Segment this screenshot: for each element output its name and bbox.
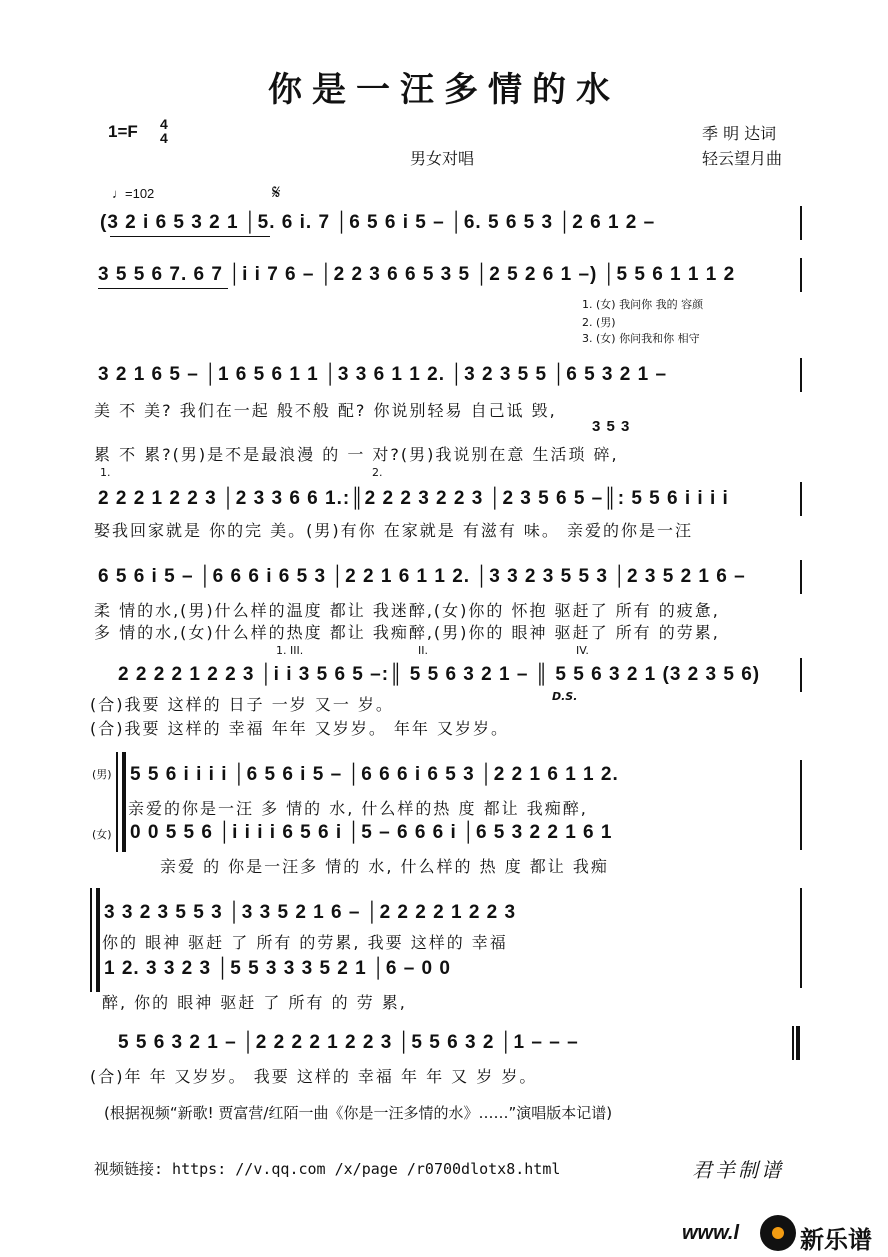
lyric-verse-2-label: 2. (男) xyxy=(582,316,616,329)
notation-row-5: 6 5 6 i 5 – │6 6 6 i 6 5 3 │2 2 1 6 1 1 2. │3 3 2 3 5 5 3 │2 3 5 2 1 6 – xyxy=(98,566,746,587)
system-barline xyxy=(96,888,100,992)
tempo-marking: ♩=102 xyxy=(112,186,155,201)
lyric-verse-3-label: 3. (女) 你问我和你 相守 xyxy=(582,332,700,345)
lyric-verse-1-label: 1. (女) 我问你 我的 容颜 xyxy=(582,298,704,311)
time-signature xyxy=(160,117,168,145)
barline xyxy=(800,482,802,516)
lyric-line: 多 情的水,(女)什么样的热度 都让 我痴醉,(男)你的 眼神 驱赶了 所有 的劳累, xyxy=(94,623,720,642)
barline xyxy=(800,560,802,594)
segno-sign: 𝄋 xyxy=(272,180,281,204)
time-denominator: 4 xyxy=(160,130,168,146)
notation-row-7: 5 5 6 i i i i │6 5 6 i 5 – │6 6 6 i 6 5 3 │2 2 1 6 1 1 2. xyxy=(130,764,619,785)
system-bracket xyxy=(90,888,92,992)
time-numerator: 4 xyxy=(160,116,168,132)
male-part-label: (男) xyxy=(92,768,112,781)
volta-4: II. xyxy=(418,644,428,657)
song-title: 你是一汪多情的水 xyxy=(268,70,620,110)
female-part-label: (女) xyxy=(92,828,112,841)
notation-row-6: 2 2 2 2 1 2 2 3 │i i 3 5 6 5 –:║ 5 5 6 3 2 1 – ║ 5 5 6 3 2 1 (3 2 3 5 6) xyxy=(118,664,761,685)
lyric-line: (合)我要 这样的 日子 一岁 又一 岁。 xyxy=(90,695,394,714)
key-signature: 1=F xyxy=(108,122,138,141)
lyric-line: 醉, 你的 眼神 驱赶 了 所有 的 劳 累, xyxy=(102,993,407,1012)
notation-row-3: 3 2 1 6 5 – │1 6 5 6 1 1 │3 3 6 1 1 2. │3 2 3 5 5 │6 5 3 2 1 – xyxy=(98,364,668,385)
barline xyxy=(800,760,802,850)
barline xyxy=(800,206,802,240)
composer: 轻云望月曲 xyxy=(702,149,783,168)
notation-row-10: 1 2. 3 3 2 3 │5 5 3 3 3 5 2 1 │6 – 0 0 xyxy=(104,958,451,979)
site-brand[interactable]: 新乐谱 xyxy=(800,1227,872,1254)
notation-row-2: 3 5 5 6 7. 6 7 │i i 7 6 – │2 2 3 6 6 5 3 5 │2 5 2 6 1 –) │5 5 6 1 1 1 2 xyxy=(98,264,736,285)
lyric-line: 美 不 美? 我们在一起 般不般 配? 你说别轻易 自己诋 毁, xyxy=(94,401,557,420)
barline xyxy=(800,658,802,692)
video-link[interactable]: 视频链接: https: //v.qq.com /x/page /r0700dlotx8.html xyxy=(94,1160,561,1178)
notation-row-4: 2 2 2 1 2 2 3 │2 3 3 6 6 1.:║2 2 2 3 2 2 3 │2 3 5 6 5 –║: 5 5 6 i i i i xyxy=(98,488,729,509)
lyric-line: 亲爱的你是一汪 多 情的 水, 什么样的热 度 都让 我痴醉, xyxy=(128,799,588,818)
barline xyxy=(800,258,802,292)
transcription-note: (根据视频“新歌! 贾富营/红陌一曲《你是一汪多情的水》……”演唱版本记谱) xyxy=(104,1104,613,1122)
notation-row-9: 3 3 2 3 5 5 3 │3 3 5 2 1 6 – │2 2 2 2 1 2 2 3 xyxy=(104,902,517,923)
barline xyxy=(800,888,802,988)
volta-5: IV. xyxy=(576,644,589,657)
notation-row-11: 5 5 6 3 2 1 – │2 2 2 2 1 2 2 3 │5 5 6 3 2 │1 – – – xyxy=(118,1032,579,1053)
transcriber-signature: 君羊制谱 xyxy=(692,1158,784,1182)
beat-underline xyxy=(98,288,228,289)
barline xyxy=(800,358,802,392)
site-url[interactable]: www.l xyxy=(682,1222,740,1244)
volta-2: 2. xyxy=(372,466,383,479)
lyric-line: 娶我回家就是 你的完 美。(男)有你 在家就是 有滋有 味。 亲爱的你是一汪 xyxy=(94,521,694,540)
lyric-line: (合)年 年 又岁岁。 我要 这样的 幸福 年 年 又 岁 岁。 xyxy=(90,1067,538,1086)
final-barline-thick xyxy=(796,1026,800,1060)
lyric-line: 累 不 累?(男)是不是最浪漫 的 一 对?(男)我说别在意 生活琐 碎, xyxy=(94,445,619,464)
volta-3: 1. III. xyxy=(276,644,304,657)
volta-1: 1. xyxy=(100,466,111,479)
lyric-line: 亲爱 的 你是一汪多 情的 水, 什么样的 热 度 都让 我痴 xyxy=(160,857,609,876)
lyricist: 季 明 达词 xyxy=(702,124,777,143)
notation-row-1: (3 2 i 6 5 3 2 1 │5. 6 i. 7 │6 5 6 i 5 – │6. 5 6 5 3 │2 6 1 2 – xyxy=(100,212,656,233)
system-barline xyxy=(122,752,126,852)
notation-row-8: 0 0 5 5 6 │i i i i 6 5 6 i │5 – 6 6 6 i │6 5 3 2 2 1 6 1 xyxy=(130,822,613,843)
performance-note: 男女对唱 xyxy=(410,149,475,168)
alt-notes: 3 5 3 xyxy=(592,418,631,435)
system-bracket xyxy=(116,752,118,852)
dal-segno: D.S. xyxy=(552,690,578,703)
lyric-line: (合)我要 这样的 幸福 年年 又岁岁。 年年 又岁岁。 xyxy=(90,719,510,738)
record-logo-icon xyxy=(760,1215,796,1251)
final-barline-thin xyxy=(792,1026,794,1060)
beat-underline xyxy=(110,236,270,237)
lyric-line: 你的 眼神 驱赶 了 所有 的劳累, 我要 这样的 幸福 xyxy=(102,933,508,952)
lyric-line: 柔 情的水,(男)什么样的温度 都让 我迷醉,(女)你的 怀抱 驱赶了 所有 的疲惫, xyxy=(94,601,720,620)
